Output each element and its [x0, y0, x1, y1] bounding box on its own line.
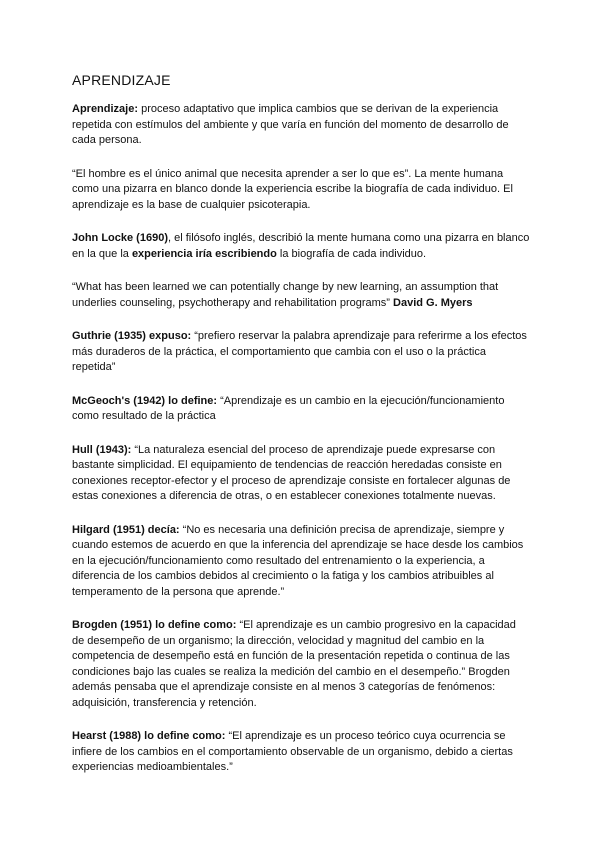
paragraph-text: “El aprendizaje es un cambio progresivo en la capacidad de desempeño de un organismo; la dirección, velocidad y magnitud del cambio en la competencia de desempeño está en función de la presentación repetida o continua de las condiciones bajo las cuales se realiza la medición del cambio en el desempeño.” Brogden además pensaba que el aprendizaje consiste en al menos 3 categorías de fenómenos: adquisición, transferencia y retención. — [72, 619, 516, 709]
paragraph-hilgard — [72, 523, 530, 601]
paragraph-lead: McGeoch's (1942) lo define: — [72, 394, 218, 407]
paragraph-text: “El hombre es el único animal que necesita aprender a ser lo que es”. La mente humana como una pizarra en blanco donde la experiencia escribe la biografía de cada individuo. El aprendizaje es la base de cualquier psicoterapia. — [72, 167, 513, 211]
paragraph-text: “No es necesaria una definición precisa de aprendizaje, siempre y cuando estemos de acuerdo en que la inferencia del aprendizaje se hace desde los cambios en la ejecución/funcionamiento como resultado del entrenamiento o la experiencia, a diferencia de los cambios debidos al crecimiento o la fatiga y los cambios atribuibles al temperamento de la persona que aprende.” — [72, 523, 524, 598]
paragraph-lead: John Locke (1690) — [72, 232, 168, 244]
paragraph-lead: Hilgard (1951) decía: — [72, 523, 180, 536]
paragraph-lead: Brogden (1951) lo define como: — [72, 619, 237, 631]
document-title: APRENDIZAJE — [72, 72, 171, 88]
paragraph-lead: Hearst (1988) lo define como: — [72, 730, 226, 742]
paragraph-text: , el filósofo inglés, describió la mente humana como una pizarra en blanco en la que la — [72, 232, 530, 260]
paragraph-text: “La naturaleza esencial del proceso de aprendizaje puede expresarse con bastante simplicidad. El equipamiento de tendencias de reacción heredadas consiste en conexiones receptor-efector y el proceso de aprendizaje consiste en fortalecer algunas de estas conexiones a diferencia de otras, o en establecer conexiones totalmente nuevas. — [72, 443, 511, 502]
paragraph-lead: Guthrie (1935) expuso: — [72, 330, 192, 342]
paragraph-myers-quote — [72, 280, 530, 311]
paragraph-text: “El aprendizaje es un proceso teórico cuya ocurrencia se infiere de los cambios en el comportamiento observable de un organismo, debido a ciertas experiencias medioambientales.” — [72, 730, 513, 773]
paragraph-text: “Aprendizaje es un cambio en la ejecución/funcionamiento como resultado de la práctica — [72, 394, 505, 422]
paragraph-quote-hombre — [72, 167, 530, 214]
paragraph-locke — [72, 231, 530, 262]
paragraph-definition — [72, 102, 530, 149]
paragraph-mcgeoch — [72, 394, 530, 425]
paragraph-hull — [72, 443, 530, 505]
paragraph-lead: Hull (1943): — [72, 443, 132, 456]
paragraph-text: proceso adaptativo que implica cambios que se derivan de la experiencia repetida con estímulos del ambiente y que varía en función del momento de desarrollo de cada persona. — [72, 103, 509, 146]
paragraph-guthrie — [72, 329, 530, 376]
paragraph-brogden — [72, 618, 530, 711]
paragraph-text: la biografía de cada individuo. — [276, 247, 427, 260]
paragraph-text: “prefiero reservar la palabra aprendizaje para referirme a los efectos más duraderos de la práctica, el comportamiento que cambia con el uso o la práctica repetida” — [72, 330, 527, 373]
paragraph-author: David G. Myers — [393, 296, 473, 309]
paragraph-text: “What has been learned we can potentially change by new learning, an assumption that underlies counseling, psychotherapy and rehabilitation programs” — [72, 281, 499, 309]
paragraph-emphasis: experiencia iría escribiendo — [131, 247, 277, 260]
paragraph-lead: Aprendizaje: — [72, 103, 139, 115]
paragraph-hearst — [72, 729, 530, 776]
